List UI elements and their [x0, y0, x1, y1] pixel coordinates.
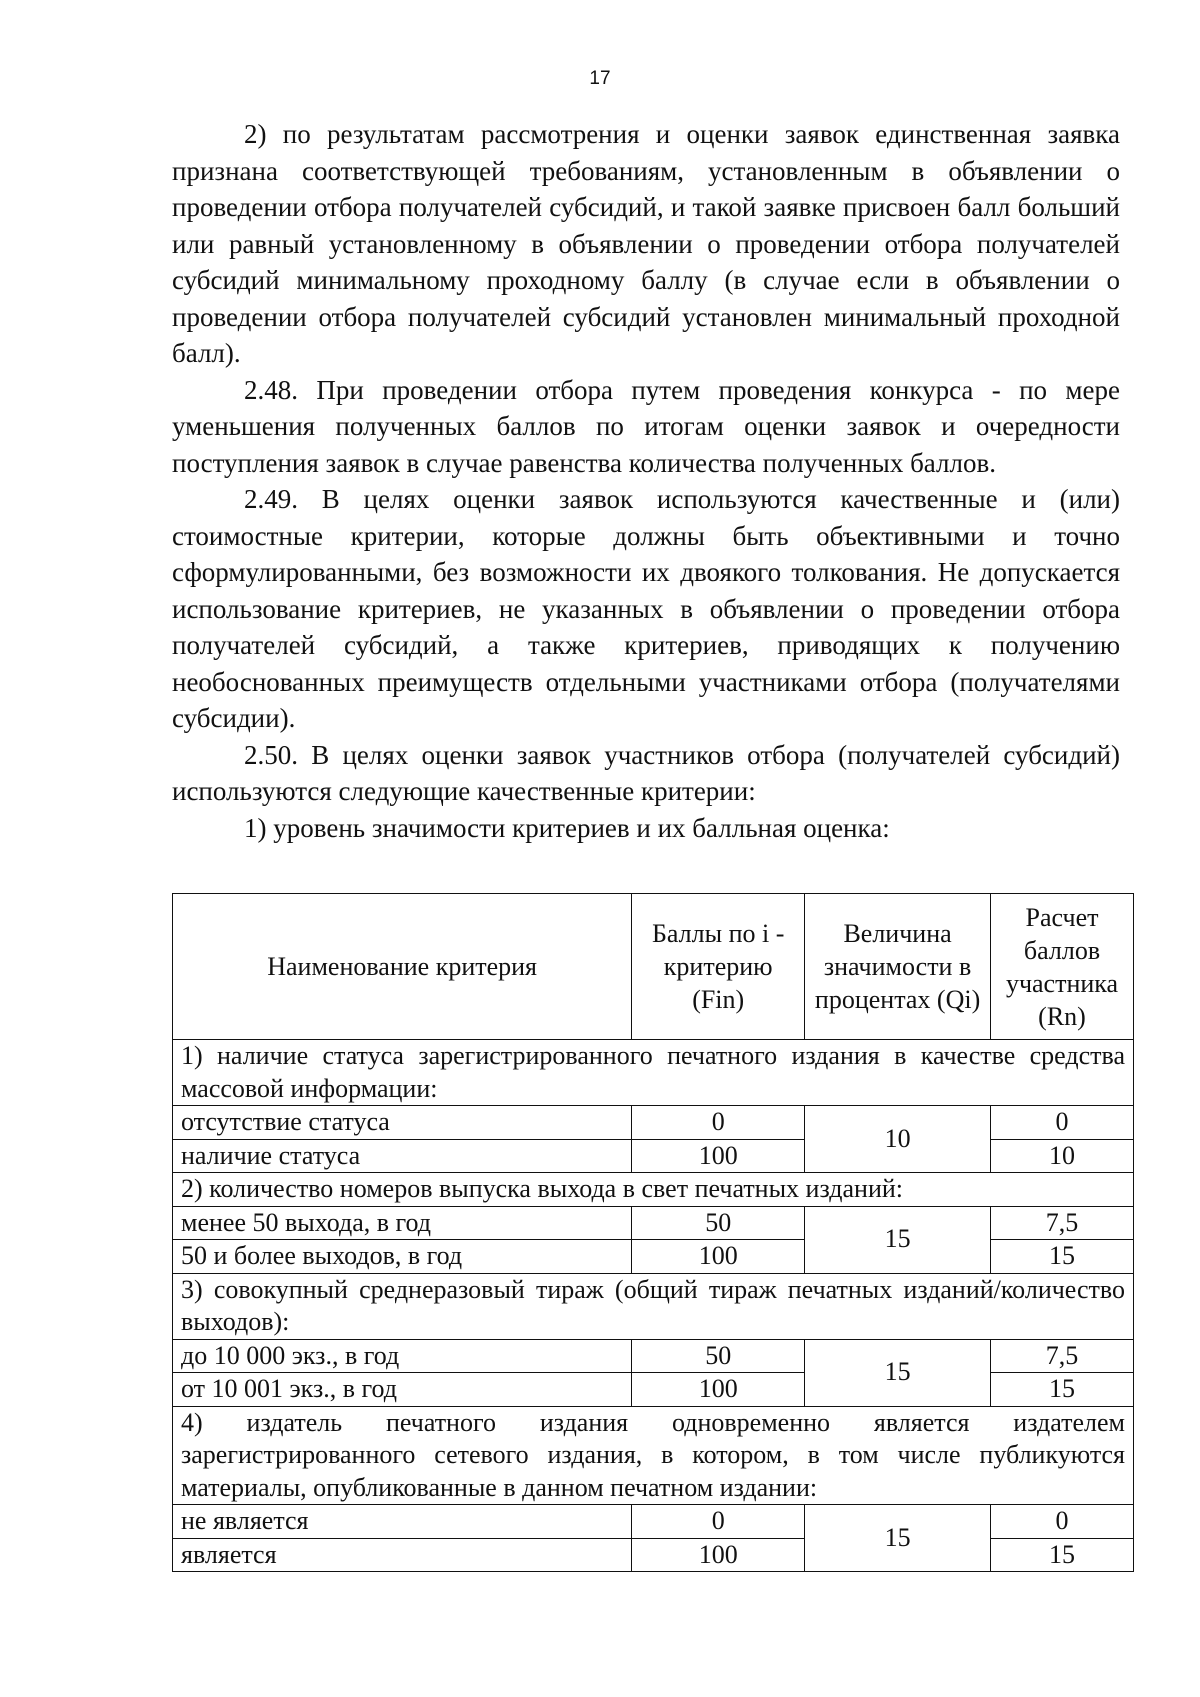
calc-cell: 7,5 — [991, 1206, 1134, 1240]
criterion-option: 50 и более выходов, в год — [173, 1240, 632, 1274]
table-row — [173, 1106, 1134, 1140]
weight-cell: 10 — [805, 1106, 991, 1173]
header-criterion-name: Наименование критерия — [173, 894, 632, 1040]
score-cell: 100 — [632, 1240, 805, 1274]
score-cell: 0 — [632, 1505, 805, 1539]
weight-cell: 15 — [805, 1206, 991, 1273]
section-row — [173, 1273, 1134, 1339]
criterion-option: менее 50 выхода, в год — [173, 1206, 632, 1240]
page-number: 17 — [589, 68, 611, 89]
criterion-option: от 10 001 экз., в год — [173, 1373, 632, 1407]
header-score: Баллы по i - критерию (Fin) — [632, 894, 805, 1040]
header-calc: Расчет баллов участника (Rn) — [991, 894, 1134, 1040]
section-title: 4) издатель печатного издания одновременно является издателем зарегистрированного сетевого издания, в котором, в том числе публикуются материалы, опубликованные в данном печатном издании: — [173, 1406, 1134, 1505]
calc-cell: 15 — [991, 1373, 1134, 1407]
criterion-option: не является — [173, 1505, 632, 1539]
calc-cell: 0 — [991, 1505, 1134, 1539]
paragraph: 2.50. В целях оценки заявок участников отбора (получателей субсидий) используются следующие качественные критерии: — [172, 739, 1120, 806]
section-title: 1) наличие статуса зарегистрированного печатного издания в качестве средства массовой информации: — [173, 1040, 1134, 1106]
section-row — [173, 1173, 1134, 1207]
body-text — [172, 116, 1120, 846]
weight-cell: 15 — [805, 1505, 991, 1572]
criterion-option: наличие статуса — [173, 1139, 632, 1173]
paragraph: 1) уровень значимости критериев и их балльная оценка: — [244, 812, 890, 843]
score-cell: 100 — [632, 1538, 805, 1572]
calc-cell: 7,5 — [991, 1339, 1134, 1373]
score-cell: 100 — [632, 1373, 805, 1407]
paragraph: 2) по результатам рассмотрения и оценки заявок единственная заявка признана соответствующей требованиям, установленным в объявлении о проведении отбора получателей субсидий, и такой заявке присвоен балл больший или равный установленному в объявлении о проведении отбора получателей субсидий минимальному проходному баллу (в случае если в объявлении о проведении отбора получателей субсидий установлен минимальный проходной балл). — [172, 119, 1120, 368]
table-header-row — [173, 894, 1134, 1040]
paragraph: 2.49. В целях оценки заявок используются качественные и (или) стоимостные критерии, которые должны быть объективными и точно сформулированными, без возможности их двоякого толкования. Не допускается использование критериев, не указанных в объявлении о проведении отбора получателей субсидий, а также критериев, приводящих к получению необоснованных преимуществ отдельными участниками отбора (получателями субсидии). — [172, 484, 1120, 733]
calc-cell: 15 — [991, 1240, 1134, 1274]
section-row — [173, 1406, 1134, 1505]
paragraph: 2.48. При проведении отбора путем проведения конкурса - по мере уменьшения полученных баллов по итогам оценки заявок и очередности поступления заявок в случае равенства количества полученных баллов. — [172, 374, 1120, 478]
table-row — [173, 1206, 1134, 1240]
calc-cell: 10 — [991, 1139, 1134, 1173]
score-cell: 100 — [632, 1139, 805, 1173]
criterion-option: отсутствие статуса — [173, 1106, 632, 1140]
criterion-option: является — [173, 1538, 632, 1572]
score-cell: 50 — [632, 1206, 805, 1240]
criteria-table — [172, 893, 1134, 1572]
score-cell: 50 — [632, 1339, 805, 1373]
header-weight: Величина значимости в процентах (Qi) — [805, 894, 991, 1040]
section-row — [173, 1040, 1134, 1106]
section-title: 3) совокупный среднеразовый тираж (общий тираж печатных изданий/количество выходов): — [173, 1273, 1134, 1339]
calc-cell: 15 — [991, 1538, 1134, 1572]
calc-cell: 0 — [991, 1106, 1134, 1140]
score-cell: 0 — [632, 1106, 805, 1140]
table-row — [173, 1339, 1134, 1373]
weight-cell: 15 — [805, 1339, 991, 1406]
section-title: 2) количество номеров выпуска выхода в свет печатных изданий: — [173, 1173, 1134, 1207]
table-row — [173, 1505, 1134, 1539]
criterion-option: до 10 000 экз., в год — [173, 1339, 632, 1373]
